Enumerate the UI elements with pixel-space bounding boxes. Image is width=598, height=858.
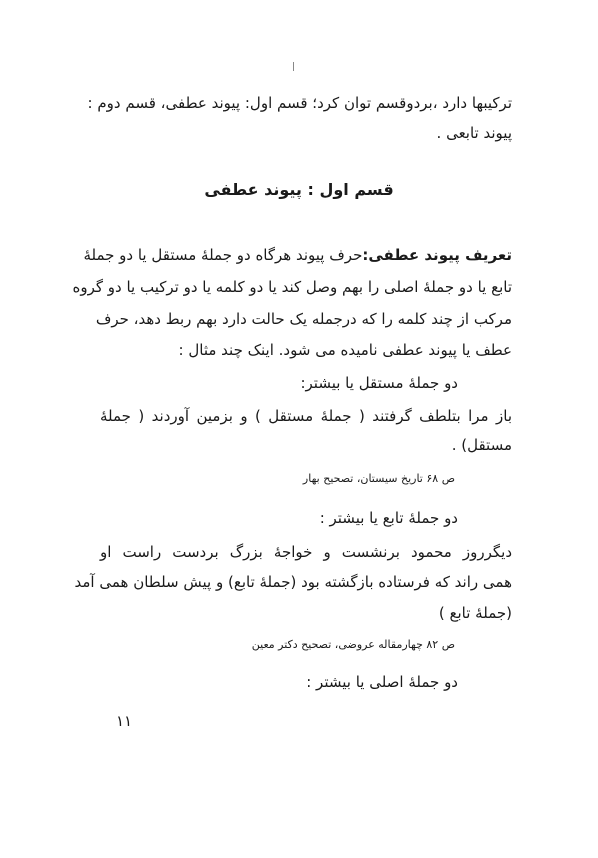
intro-line-1: ترکیبها دارد ،بردوقسم توان کرد؛ قسم اول: پیوند عطفی، قسم دوم :	[87, 94, 512, 112]
subheading-main: دو جملهٔ اصلی یا بیشتر :	[306, 673, 458, 691]
definition-line-1-text: حرف پیوند هرگاه دو جملهٔ مستقل یا دو جملهٔ	[83, 246, 363, 264]
intro-line-2: پیوند تابعی .	[436, 124, 512, 142]
definition-line-4: عطف یا پیوند عطفی نامیده می شود. اینک چند مثال :	[178, 341, 512, 359]
example-1-source: ص ۶۸ تاریخ سیستان، تصحیح بهار	[302, 472, 455, 485]
page-number: ۱۱	[116, 712, 133, 730]
example-2-line-2: همی راند که فرستاده بازگشته بود (جملهٔ تابع) و پیش سلطان همی آمد	[74, 573, 512, 591]
definition-line-2: تابع یا دو جملهٔ اصلی را بهم وصل کند یا دو کلمه یا دو ترکیب یا دو گروه	[72, 278, 512, 296]
example-2-source: ص ۸۲ چهارمقاله عروضی، تصحیح دکتر معین	[251, 638, 455, 651]
section-heading: قسم اول : پیوند عطفی	[204, 180, 394, 199]
example-1-line-1: باز مرا بتلطف گرفتند ( جملهٔ مستقل ) و بزمین آوردند ( جملهٔ	[100, 407, 512, 425]
definition-term: تعریف پیوند عطفی:	[362, 246, 512, 264]
example-1-line-2: مستقل) .	[451, 436, 512, 454]
example-2-line-1: دیگرروز محمود برنشست و خواجهٔ بزرگ بردست راست او	[100, 543, 512, 561]
top-margin-mark	[293, 62, 294, 71]
subheading-dependent: دو جملهٔ تابع یا بیشتر :	[319, 509, 458, 527]
example-2-line-3: (جملهٔ تابع )	[438, 604, 512, 622]
subheading-independent: دو جملهٔ مستقل یا بیشتر:	[300, 374, 458, 392]
definition-line-3: مرکب از چند کلمه را که درجمله یک حالت دارد بهم ربط دهد، حرف	[95, 310, 512, 328]
definition-line-1	[83, 245, 512, 265]
